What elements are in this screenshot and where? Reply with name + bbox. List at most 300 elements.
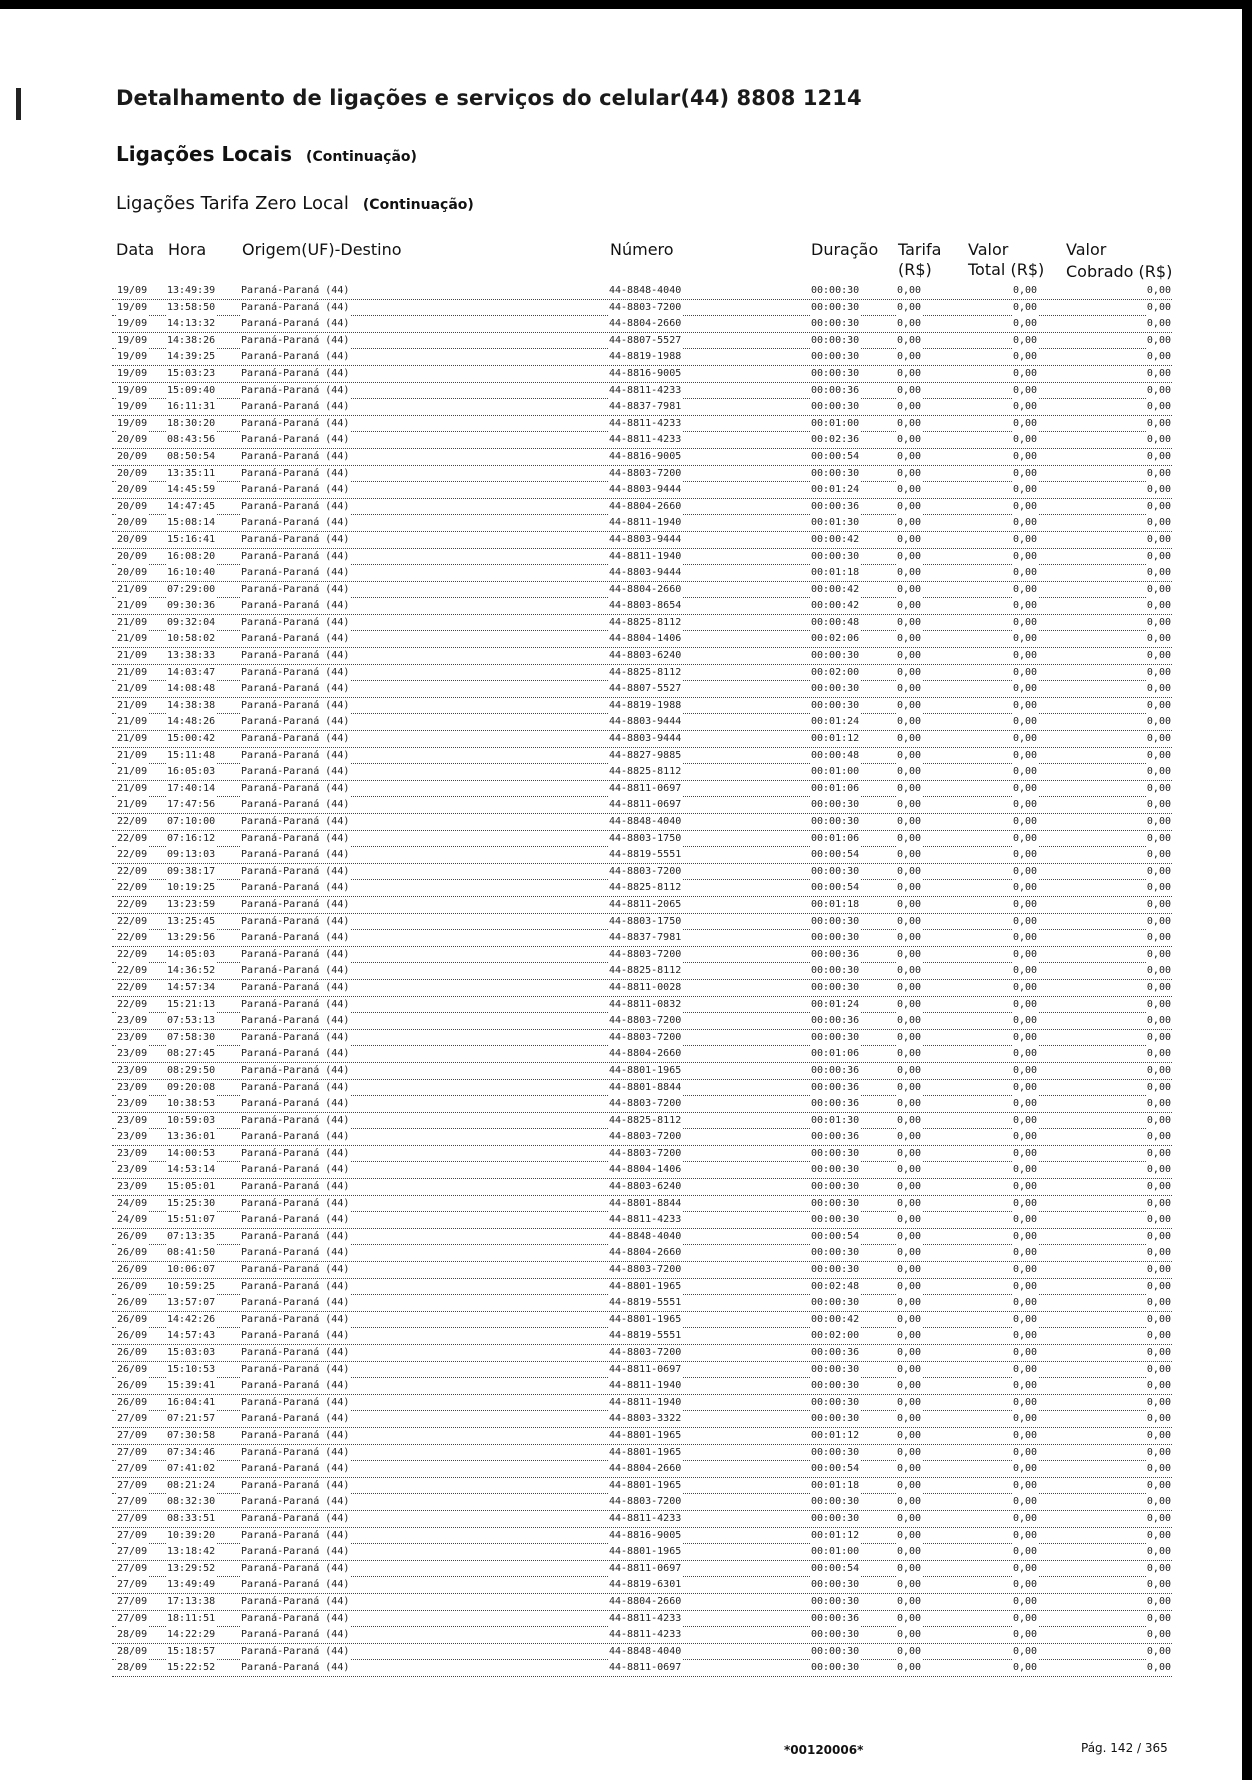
cell-numero: 44-8816-9005: [608, 1528, 682, 1544]
cell-hora: 13:29:56: [166, 930, 216, 946]
cell-origem: Paraná-Paraná (44): [240, 947, 350, 963]
cell-hora: 14:45:59: [166, 482, 216, 498]
footer-document-code: *00120006*: [784, 1743, 864, 1757]
col-header-valor-cobrado: [1066, 240, 1172, 282]
cell-numero: 44-8819-6301: [608, 1577, 682, 1593]
cell-numero: 44-8804-2660: [608, 1461, 682, 1477]
cell-origem: Paraná-Paraná (44): [240, 1279, 350, 1295]
cell-numero: 44-8811-4233: [608, 1511, 682, 1527]
cell-valor-total: 0,00: [1012, 366, 1038, 382]
cell-data: 27/09: [116, 1594, 148, 1610]
cell-valor-cobrado: 0,00: [1146, 399, 1172, 415]
cell-duracao: 00:01:12: [810, 731, 860, 747]
cell-valor-total: 0,00: [1012, 565, 1038, 581]
cell-numero: 44-8803-7200: [608, 1494, 682, 1510]
cell-valor-total: 0,00: [1012, 1445, 1038, 1461]
cell-tarifa: 0,00: [896, 914, 922, 930]
cell-hora: 08:29:50: [166, 1063, 216, 1079]
cell-tarifa: 0,00: [896, 1013, 922, 1029]
cell-hora: 15:08:14: [166, 515, 216, 531]
cell-valor-cobrado: 0,00: [1146, 1611, 1172, 1627]
cell-duracao: 00:00:54: [810, 1229, 860, 1245]
cell-hora: 07:13:35: [166, 1229, 216, 1245]
cell-numero: 44-8807-5527: [608, 681, 682, 697]
cell-numero: 44-8811-1940: [608, 1378, 682, 1394]
cell-numero: 44-8801-8844: [608, 1196, 682, 1212]
cell-tarifa: 0,00: [896, 1644, 922, 1660]
table-row: [112, 1129, 1172, 1146]
cell-data: 27/09: [116, 1445, 148, 1461]
cell-hora: 15:11:48: [166, 748, 216, 764]
cell-valor-cobrado: 0,00: [1146, 648, 1172, 664]
cell-tarifa: 0,00: [896, 1627, 922, 1643]
cell-origem: Paraná-Paraná (44): [240, 565, 350, 581]
cell-origem: Paraná-Paraná (44): [240, 300, 350, 316]
cell-origem: Paraná-Paraná (44): [240, 1395, 350, 1411]
cell-origem: Paraná-Paraná (44): [240, 847, 350, 863]
cell-valor-cobrado: 0,00: [1146, 1113, 1172, 1129]
cell-origem: Paraná-Paraná (44): [240, 930, 350, 946]
cell-hora: 14:13:32: [166, 316, 216, 332]
cell-valor-cobrado: 0,00: [1146, 482, 1172, 498]
cell-origem: Paraná-Paraná (44): [240, 283, 350, 299]
table-row: [112, 1096, 1172, 1113]
table-row: [112, 1046, 1172, 1063]
cell-hora: 09:30:36: [166, 598, 216, 614]
cell-origem: Paraná-Paraná (44): [240, 814, 350, 830]
cell-duracao: 00:02:48: [810, 1279, 860, 1295]
cell-duracao: 00:00:36: [810, 383, 860, 399]
cell-valor-total: 0,00: [1012, 1577, 1038, 1593]
cell-valor-total: 0,00: [1012, 1328, 1038, 1344]
cell-valor-total: 0,00: [1012, 1179, 1038, 1195]
cell-valor-total: 0,00: [1012, 1080, 1038, 1096]
cell-origem: Paraná-Paraná (44): [240, 1030, 350, 1046]
cell-valor-total: 0,00: [1012, 1660, 1038, 1676]
cell-valor-cobrado: 0,00: [1146, 880, 1172, 896]
cell-duracao: 00:00:30: [810, 648, 860, 664]
cell-valor-total: 0,00: [1012, 947, 1038, 963]
cell-numero: 44-8848-4040: [608, 283, 682, 299]
cell-duracao: 00:00:48: [810, 748, 860, 764]
cell-numero: 44-8803-6240: [608, 1179, 682, 1195]
cell-duracao: 00:00:30: [810, 914, 860, 930]
cell-tarifa: 0,00: [896, 1229, 922, 1245]
cell-valor-cobrado: 0,00: [1146, 748, 1172, 764]
table-row: [112, 914, 1172, 931]
cell-duracao: 00:00:36: [810, 1345, 860, 1361]
cell-valor-cobrado: 0,00: [1146, 1162, 1172, 1178]
cell-tarifa: 0,00: [896, 1113, 922, 1129]
scan-margin-mark: [16, 88, 21, 120]
table-row: [112, 947, 1172, 964]
cell-data: 21/09: [116, 598, 148, 614]
cell-valor-cobrado: 0,00: [1146, 1411, 1172, 1427]
table-row: [112, 847, 1172, 864]
cell-hora: 14:38:26: [166, 333, 216, 349]
cell-tarifa: 0,00: [896, 1162, 922, 1178]
table-row: [112, 1262, 1172, 1279]
cell-valor-total: 0,00: [1012, 300, 1038, 316]
cell-numero: 44-8811-4233: [608, 1212, 682, 1228]
cell-hora: 13:57:07: [166, 1295, 216, 1311]
cell-tarifa: 0,00: [896, 681, 922, 697]
cell-origem: Paraná-Paraná (44): [240, 1080, 350, 1096]
cell-valor-cobrado: 0,00: [1146, 1212, 1172, 1228]
cell-tarifa: 0,00: [896, 1577, 922, 1593]
cell-tarifa: 0,00: [896, 980, 922, 996]
cell-valor-cobrado: 0,00: [1146, 681, 1172, 697]
cell-hora: 13:18:42: [166, 1544, 216, 1560]
cell-hora: 14:22:29: [166, 1627, 216, 1643]
cell-valor-total: 0,00: [1012, 1196, 1038, 1212]
table-row: [112, 1245, 1172, 1262]
cell-valor-cobrado: 0,00: [1146, 1660, 1172, 1676]
cell-duracao: 00:00:30: [810, 1378, 860, 1394]
cell-hora: 14:53:14: [166, 1162, 216, 1178]
cell-numero: 44-8804-1406: [608, 1162, 682, 1178]
cell-valor-cobrado: 0,00: [1146, 698, 1172, 714]
cell-hora: 07:10:00: [166, 814, 216, 830]
cell-numero: 44-8811-1940: [608, 549, 682, 565]
cell-origem: Paraná-Paraná (44): [240, 1345, 350, 1361]
cell-hora: 07:29:00: [166, 582, 216, 598]
cell-valor-total: 0,00: [1012, 1627, 1038, 1643]
cell-numero: 44-8804-2660: [608, 1046, 682, 1062]
cell-valor-total: 0,00: [1012, 1428, 1038, 1444]
cell-duracao: 00:00:42: [810, 1312, 860, 1328]
table-row: [112, 532, 1172, 549]
cell-tarifa: 0,00: [896, 1494, 922, 1510]
footer-page-number: Pág. 142 / 365: [1081, 1741, 1168, 1755]
cell-tarifa: 0,00: [896, 698, 922, 714]
table-row: [112, 1577, 1172, 1594]
cell-duracao: 00:00:30: [810, 466, 860, 482]
cell-hora: 13:25:45: [166, 914, 216, 930]
cell-origem: Paraná-Paraná (44): [240, 1096, 350, 1112]
cell-valor-total: 0,00: [1012, 515, 1038, 531]
cell-valor-total: 0,00: [1012, 847, 1038, 863]
cell-valor-cobrado: 0,00: [1146, 1561, 1172, 1577]
cell-numero: 44-8811-0697: [608, 1362, 682, 1378]
cell-numero: 44-8803-9444: [608, 482, 682, 498]
cell-valor-cobrado: 0,00: [1146, 1644, 1172, 1660]
cell-data: 26/09: [116, 1312, 148, 1328]
cell-valor-cobrado: 0,00: [1146, 1046, 1172, 1062]
cell-tarifa: 0,00: [896, 532, 922, 548]
cell-valor-cobrado: 0,00: [1146, 333, 1172, 349]
cell-data: 21/09: [116, 698, 148, 714]
table-row: [112, 1395, 1172, 1412]
cell-tarifa: 0,00: [896, 1245, 922, 1261]
cell-valor-cobrado: 0,00: [1146, 1478, 1172, 1494]
cell-valor-cobrado: 0,00: [1146, 549, 1172, 565]
cell-hora: 07:16:12: [166, 831, 216, 847]
cell-valor-cobrado: 0,00: [1146, 1229, 1172, 1245]
cell-hora: 14:38:38: [166, 698, 216, 714]
cell-data: 22/09: [116, 947, 148, 963]
table-row: [112, 897, 1172, 914]
cell-data: 28/09: [116, 1660, 148, 1676]
cell-tarifa: 0,00: [896, 1461, 922, 1477]
cell-tarifa: 0,00: [896, 1395, 922, 1411]
cell-valor-cobrado: 0,00: [1146, 1528, 1172, 1544]
cell-tarifa: 0,00: [896, 1179, 922, 1195]
cell-origem: Paraná-Paraná (44): [240, 515, 350, 531]
col-header-tarifa: [898, 240, 941, 280]
cell-tarifa: 0,00: [896, 947, 922, 963]
cell-hora: 09:13:03: [166, 847, 216, 863]
cell-data: 24/09: [116, 1196, 148, 1212]
cell-hora: 08:27:45: [166, 1046, 216, 1062]
table-row: [112, 1594, 1172, 1611]
cell-valor-total: 0,00: [1012, 1030, 1038, 1046]
cell-data: 20/09: [116, 515, 148, 531]
cell-valor-total: 0,00: [1012, 1046, 1038, 1062]
cell-origem: Paraná-Paraná (44): [240, 1046, 350, 1062]
cell-duracao: 00:00:54: [810, 880, 860, 896]
cell-duracao: 00:01:12: [810, 1528, 860, 1544]
cell-tarifa: 0,00: [896, 1146, 922, 1162]
table-row: [112, 383, 1172, 400]
cell-data: 26/09: [116, 1279, 148, 1295]
cell-valor-cobrado: 0,00: [1146, 714, 1172, 730]
table-row: [112, 549, 1172, 566]
cell-valor-total: 0,00: [1012, 333, 1038, 349]
cell-valor-cobrado: 0,00: [1146, 1328, 1172, 1344]
cell-valor-cobrado: 0,00: [1146, 847, 1172, 863]
cell-hora: 13:38:33: [166, 648, 216, 664]
cell-valor-total: 0,00: [1012, 1129, 1038, 1145]
cell-duracao: 00:00:30: [810, 1196, 860, 1212]
cell-duracao: 00:01:06: [810, 1046, 860, 1062]
cell-data: 21/09: [116, 665, 148, 681]
cell-origem: Paraná-Paraná (44): [240, 598, 350, 614]
cell-data: 19/09: [116, 283, 148, 299]
cell-data: 21/09: [116, 615, 148, 631]
cell-tarifa: 0,00: [896, 1544, 922, 1560]
cell-duracao: 00:00:30: [810, 864, 860, 880]
subsection-heading: [116, 193, 474, 214]
cell-hora: 08:33:51: [166, 1511, 216, 1527]
cell-duracao: 00:01:24: [810, 482, 860, 498]
cell-origem: Paraná-Paraná (44): [240, 1245, 350, 1261]
cell-duracao: 00:00:54: [810, 847, 860, 863]
cell-tarifa: 0,00: [896, 1129, 922, 1145]
cell-valor-total: 0,00: [1012, 880, 1038, 896]
cell-origem: Paraná-Paraná (44): [240, 731, 350, 747]
cell-numero: 44-8848-4040: [608, 814, 682, 830]
cell-valor-cobrado: 0,00: [1146, 897, 1172, 913]
cell-valor-total: 0,00: [1012, 598, 1038, 614]
table-row: [112, 1461, 1172, 1478]
cell-duracao: 00:00:30: [810, 814, 860, 830]
scan-top-border: [0, 0, 1252, 9]
table-row: [112, 1212, 1172, 1229]
cell-numero: 44-8803-7200: [608, 947, 682, 963]
cell-numero: 44-8803-7200: [608, 1262, 682, 1278]
cell-hora: 09:32:04: [166, 615, 216, 631]
cell-origem: Paraná-Paraná (44): [240, 1179, 350, 1195]
col-header-numero: Número: [610, 240, 674, 259]
cell-valor-total: 0,00: [1012, 1295, 1038, 1311]
cell-data: 21/09: [116, 781, 148, 797]
cell-valor-cobrado: 0,00: [1146, 1196, 1172, 1212]
cell-valor-total: 0,00: [1012, 997, 1038, 1013]
cell-data: 24/09: [116, 1212, 148, 1228]
cell-data: 26/09: [116, 1245, 148, 1261]
table-row: [112, 1528, 1172, 1545]
cell-numero: 44-8837-7981: [608, 399, 682, 415]
cell-valor-cobrado: 0,00: [1146, 1544, 1172, 1560]
cell-hora: 15:09:40: [166, 383, 216, 399]
cell-valor-total: 0,00: [1012, 814, 1038, 830]
cell-valor-total: 0,00: [1012, 349, 1038, 365]
cell-tarifa: 0,00: [896, 565, 922, 581]
table-row: [112, 515, 1172, 532]
cell-data: 22/09: [116, 997, 148, 1013]
table-row: [112, 698, 1172, 715]
cell-valor-cobrado: 0,00: [1146, 565, 1172, 581]
cell-duracao: 00:00:30: [810, 1594, 860, 1610]
cell-valor-total: 0,00: [1012, 1245, 1038, 1261]
cell-numero: 44-8804-2660: [608, 1594, 682, 1610]
table-row: [112, 615, 1172, 632]
cell-hora: 08:41:50: [166, 1245, 216, 1261]
cell-origem: Paraná-Paraná (44): [240, 1461, 350, 1477]
cell-origem: Paraná-Paraná (44): [240, 631, 350, 647]
cell-duracao: 00:00:30: [810, 1644, 860, 1660]
cell-origem: Paraná-Paraná (44): [240, 880, 350, 896]
cell-data: 22/09: [116, 847, 148, 863]
cell-valor-cobrado: 0,00: [1146, 731, 1172, 747]
cell-origem: Paraná-Paraná (44): [240, 482, 350, 498]
cell-valor-cobrado: 0,00: [1146, 997, 1172, 1013]
cell-duracao: 00:00:36: [810, 1013, 860, 1029]
cell-tarifa: 0,00: [896, 897, 922, 913]
cell-numero: 44-8803-7200: [608, 466, 682, 482]
cell-data: 20/09: [116, 466, 148, 482]
cell-data: 26/09: [116, 1362, 148, 1378]
cell-duracao: 00:00:30: [810, 1362, 860, 1378]
cell-data: 22/09: [116, 831, 148, 847]
cell-duracao: 00:00:30: [810, 1577, 860, 1593]
cell-numero: 44-8803-1750: [608, 831, 682, 847]
cell-numero: 44-8801-1965: [608, 1445, 682, 1461]
cell-numero: 44-8811-4233: [608, 1611, 682, 1627]
cell-hora: 15:21:13: [166, 997, 216, 1013]
cell-data: 26/09: [116, 1295, 148, 1311]
cell-hora: 14:42:26: [166, 1312, 216, 1328]
cell-data: 27/09: [116, 1577, 148, 1593]
cell-valor-cobrado: 0,00: [1146, 515, 1172, 531]
table-row: [112, 764, 1172, 781]
table-row: [112, 1362, 1172, 1379]
cell-data: 28/09: [116, 1627, 148, 1643]
cell-duracao: 00:01:24: [810, 714, 860, 730]
cell-tarifa: 0,00: [896, 515, 922, 531]
cell-tarifa: 0,00: [896, 880, 922, 896]
cell-valor-total: 0,00: [1012, 1611, 1038, 1627]
cell-duracao: 00:01:00: [810, 416, 860, 432]
cell-hora: 07:58:30: [166, 1030, 216, 1046]
cell-origem: Paraná-Paraná (44): [240, 1362, 350, 1378]
cell-origem: Paraná-Paraná (44): [240, 1212, 350, 1228]
cell-valor-total: 0,00: [1012, 1212, 1038, 1228]
cell-origem: Paraná-Paraná (44): [240, 914, 350, 930]
cell-numero: 44-8848-4040: [608, 1644, 682, 1660]
cell-duracao: 00:00:30: [810, 283, 860, 299]
cell-valor-cobrado: 0,00: [1146, 1096, 1172, 1112]
table-row: [112, 466, 1172, 483]
cell-valor-cobrado: 0,00: [1146, 1395, 1172, 1411]
cell-valor-cobrado: 0,00: [1146, 1146, 1172, 1162]
cell-origem: Paraná-Paraná (44): [240, 1644, 350, 1660]
cell-valor-cobrado: 0,00: [1146, 416, 1172, 432]
cell-tarifa: 0,00: [896, 399, 922, 415]
cell-origem: Paraná-Paraná (44): [240, 582, 350, 598]
cell-hora: 07:21:57: [166, 1411, 216, 1427]
cell-tarifa: 0,00: [896, 416, 922, 432]
col-header-duracao: Duração: [811, 240, 879, 259]
cell-tarifa: 0,00: [896, 499, 922, 515]
cell-origem: Paraná-Paraná (44): [240, 1295, 350, 1311]
cell-valor-cobrado: 0,00: [1146, 963, 1172, 979]
cell-valor-cobrado: 0,00: [1146, 1345, 1172, 1361]
cell-valor-total: 0,00: [1012, 930, 1038, 946]
cell-tarifa: 0,00: [896, 814, 922, 830]
cell-origem: Paraná-Paraná (44): [240, 1113, 350, 1129]
cell-numero: 44-8803-6240: [608, 648, 682, 664]
cell-duracao: 00:01:06: [810, 831, 860, 847]
table-row: [112, 1378, 1172, 1395]
col-header-valor-cobrado-line1: Valor: [1066, 240, 1107, 259]
cell-hora: 10:39:20: [166, 1528, 216, 1544]
cell-duracao: 00:00:30: [810, 1445, 860, 1461]
table-row: [112, 1411, 1172, 1428]
cell-duracao: 00:01:00: [810, 1544, 860, 1560]
cell-data: 26/09: [116, 1378, 148, 1394]
table-row: [112, 333, 1172, 350]
cell-duracao: 00:00:36: [810, 1096, 860, 1112]
cell-origem: Paraná-Paraná (44): [240, 665, 350, 681]
cell-hora: 13:49:49: [166, 1577, 216, 1593]
cell-valor-total: 0,00: [1012, 681, 1038, 697]
cell-numero: 44-8811-0697: [608, 1660, 682, 1676]
cell-tarifa: 0,00: [896, 963, 922, 979]
cell-valor-cobrado: 0,00: [1146, 1262, 1172, 1278]
cell-valor-cobrado: 0,00: [1146, 1013, 1172, 1029]
cell-numero: 44-8811-1940: [608, 515, 682, 531]
cell-numero: 44-8811-4233: [608, 1627, 682, 1643]
cell-duracao: 00:01:06: [810, 781, 860, 797]
cell-origem: Paraná-Paraná (44): [240, 1594, 350, 1610]
cell-hora: 13:36:01: [166, 1129, 216, 1145]
cell-origem: Paraná-Paraná (44): [240, 615, 350, 631]
cell-tarifa: 0,00: [896, 1611, 922, 1627]
cell-hora: 10:59:03: [166, 1113, 216, 1129]
cell-tarifa: 0,00: [896, 1660, 922, 1676]
cell-data: 20/09: [116, 499, 148, 515]
cell-data: 23/09: [116, 1179, 148, 1195]
cell-numero: 44-8811-4233: [608, 432, 682, 448]
cell-duracao: 00:00:30: [810, 963, 860, 979]
cell-valor-cobrado: 0,00: [1146, 615, 1172, 631]
cell-tarifa: 0,00: [896, 1030, 922, 1046]
table-row: [112, 930, 1172, 947]
table-row: [112, 432, 1172, 449]
cell-duracao: 00:00:30: [810, 1262, 860, 1278]
